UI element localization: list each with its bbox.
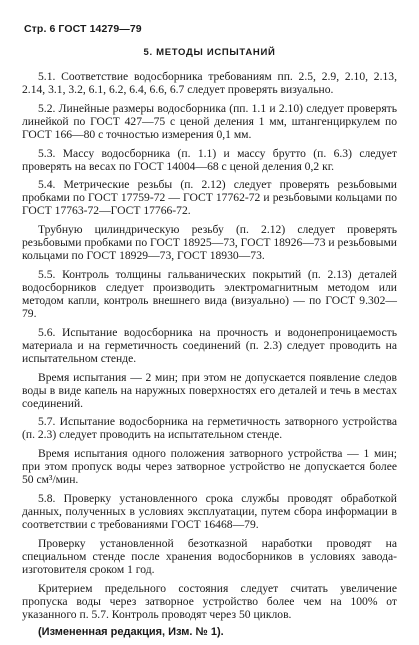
- paragraph-5-1: 5.1. Соответствие водосборника требованиям пп. 2.5, 2.9, 2.10, 2.13, 2.14, 3.1, 3.2, 6.1, 6.2, 6.4, 6.6, 6.7 следует проверять визуально.: [22, 70, 397, 96]
- paragraph-reliability: Проверку установленной безотказной наработки проводят на специальном стенде после хранения водосборников в условиях завода-изготовителя сроком 1 год.: [22, 536, 397, 576]
- paragraph-5-2: 5.2. Линейные размеры водосборника (пп. 1.1 и 2.10) следует проверять линейкой по ГОСТ 427—75 с ценой деления 1 мм, штангенциркулем по ГОСТ 166—80 с точностью измерения 0,1 мм.: [22, 101, 397, 141]
- paragraph-5-8: 5.8. Проверку установленного срока службы проводят обработкой данных, полученных в условиях эксплуатации, путем сбора информации в соответствии с требованиями ГОСТ 16468—79.: [22, 491, 397, 531]
- paragraph-5-3: 5.3. Массу водосборника (п. 1.1) и массу брутто (п. 6.3) следует проверять на весах по ГОСТ 14004—68 с ценой деления 0,2 кг.: [22, 146, 397, 173]
- paragraph-pipe-thread: Трубную цилиндрическую резьбу (п. 2.12) следует проверять резьбовыми пробками по ГОСТ 18925—73, ГОСТ 18926—73 и резьбовыми кольцами по ГОСТ 18929—73, ГОСТ 18930—73.: [22, 223, 397, 263]
- amendment-note: (Измененная редакция, Изм. № 1).: [38, 626, 224, 639]
- running-head: Стр. 6 ГОСТ 14279—79: [24, 23, 142, 35]
- paragraph-5-5: 5.5. Контроль толщины гальванических покрытий (п. 2.13) деталей водосборников следует производить электромагнитным методом или методом капли, контроль внешнего вида (визуально) — по ГОСТ 9.302—79.: [22, 267, 397, 320]
- section-title: 5. МЕТОДЫ ИСПЫТАНИЙ: [143, 47, 276, 58]
- paragraph-limit-state: Критерием предельного состояния следует считать увеличение пропуска воды через затворное устройство более чем на 100% от указанного п. 5.7. Контроль проводят через 50 циклов.: [22, 581, 397, 621]
- paragraph-valve-time: Время испытания одного положения затворного устройства — 1 мин; при этом пропуск воды через затворное устройство не допускается более 50 см³/мин.: [22, 447, 397, 487]
- paragraph-5-7: 5.7. Испытание водосборника на герметичность затворного устройства (п. 2.3) следует проводить на испытательном стенде.: [22, 415, 397, 442]
- paragraph-test-time: Время испытания — 2 мин; при этом не допускается появление следов воды в виде капель на наружных поверхностях его деталей и течь в местах соединений.: [22, 370, 397, 410]
- section-body: [22, 70, 397, 645]
- paragraph-5-4: 5.4. Метрические резьбы (п. 2.12) следует проверять резьбовыми пробками по ГОСТ 17759-72 — ГОСТ 17762-72 и резьбовыми кольцами по ГОСТ 17763-72—ГОСТ 17766-72.: [22, 178, 397, 218]
- paragraph-5-6: 5.6. Испытание водосборника на прочность и водонепроницаемость материала и на герметичность соединений (п. 2.3) следует проводить на испытательном стенде.: [22, 325, 397, 365]
